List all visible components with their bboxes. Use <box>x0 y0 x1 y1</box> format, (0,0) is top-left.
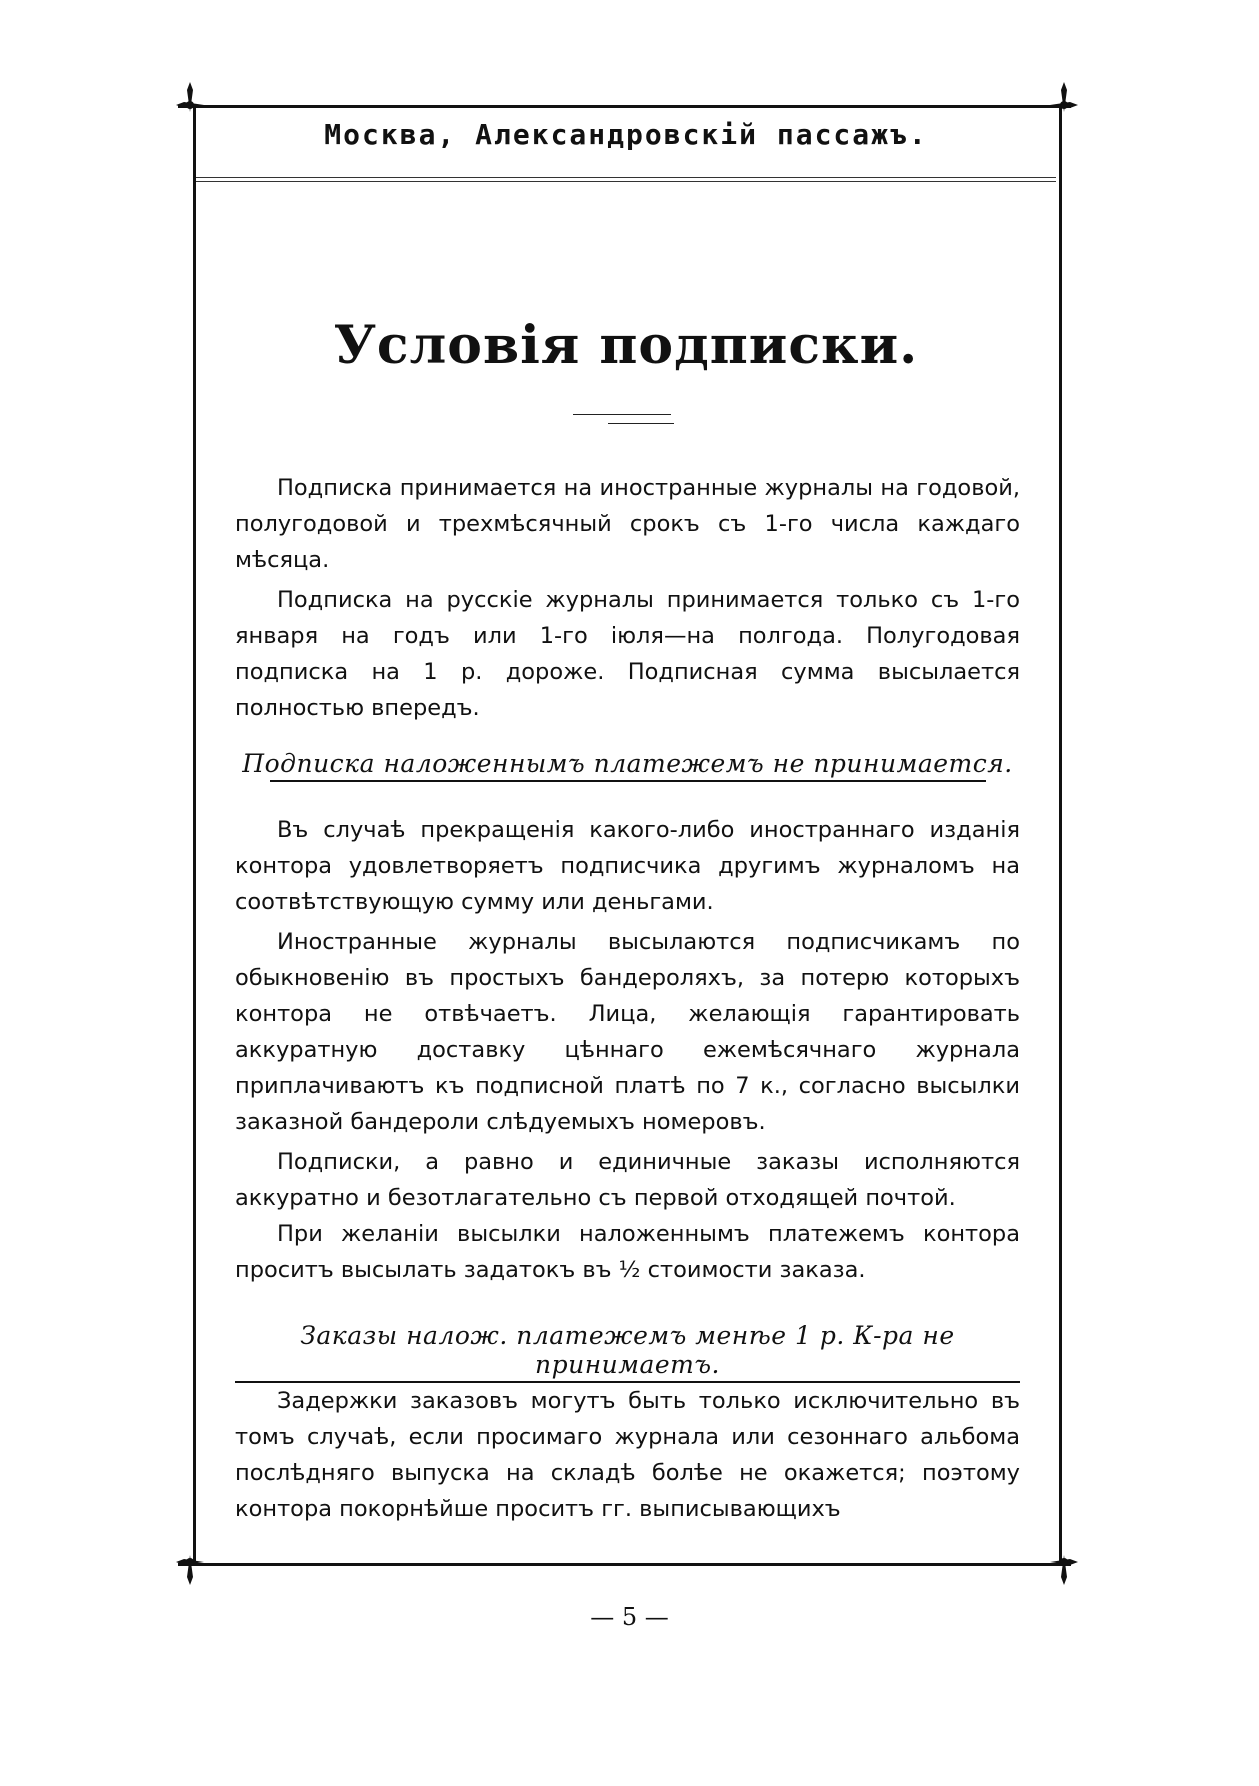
corner-ornament-icon <box>170 78 210 118</box>
corner-ornament-icon <box>170 1549 210 1589</box>
paragraph: Подписки, а равно и единичные заказы исполняются аккуратно и безотлагательно съ первой отходящей почтой. <box>235 1149 1020 1211</box>
title-rule <box>573 414 671 415</box>
paragraph: Задержки заказовъ могутъ быть только исключительно въ томъ случаѣ, если просимаго журнала или сезоннаго альбома послѣдняго выпуска на складѣ болѣе не окажется; поэтому контора покорнѣйше проситъ гг. выписывающихъ <box>235 1388 1020 1522</box>
paragraph: Подписка принимается на иностранные журналы на годовой, полугодовой и трехмѣсячный срокъ съ 1-го числа каждаго мѣсяца. <box>235 475 1020 573</box>
notice-heading <box>235 1321 1020 1383</box>
header-rule <box>196 177 1056 178</box>
header-rule <box>196 181 1056 182</box>
notice-heading <box>235 749 1020 782</box>
paragraph: Иностранные журналы высылаются подписчикамъ по обыкновенію въ простыхъ бандероляхъ, за потерю которыхъ контора не отвѣчаетъ. Лица, желающія гарантировать аккуратную доставку цѣннаго ежемѣсячнаго журнала приплачиваютъ къ подписной платѣ по 7 к., согласно высылки заказной бандероли слѣдуемыхъ номеровъ. <box>235 929 1020 1135</box>
notice-text: Заказы налож. платежемъ менѣе 1 р. К-ра не принимаетъ. <box>300 1321 955 1379</box>
page-title: Условія подписки. <box>333 315 919 376</box>
notice-underline <box>270 780 986 782</box>
text-block-3 <box>235 1383 1020 1527</box>
notice-text: Подписка наложеннымъ платежемъ не принимается. <box>242 749 1013 778</box>
title-rule <box>608 423 674 424</box>
page-number: — 5 — <box>590 1603 669 1631</box>
bottom-border-rule <box>178 1563 1071 1566</box>
paragraph: Въ случаѣ прекращенія какого-либо иностраннаго изданія контора удовлетворяетъ подписчика другимъ журналомъ на соотвѣтствующую сумму или деньгами. <box>235 817 1020 915</box>
corner-ornament-icon <box>1044 78 1084 118</box>
corner-ornament-icon <box>1044 1549 1084 1589</box>
header-title: Москва, Александровскій пассажъ. <box>324 118 928 151</box>
paragraph: Подписка на русскіе журналы принимается только съ 1-го января на годъ или 1-го іюля—на полгода. Полугодовая подписка на 1 р. дороже. Подписная сумма высылается полностью впередъ. <box>235 587 1020 721</box>
top-border-rule <box>178 105 1071 108</box>
paragraph: При желаніи высылки наложеннымъ платежемъ контора проситъ высылать задатокъ въ ½ стоимости заказа. <box>235 1221 1020 1283</box>
text-block-2 <box>235 812 1020 1288</box>
text-block-1 <box>235 470 1020 726</box>
